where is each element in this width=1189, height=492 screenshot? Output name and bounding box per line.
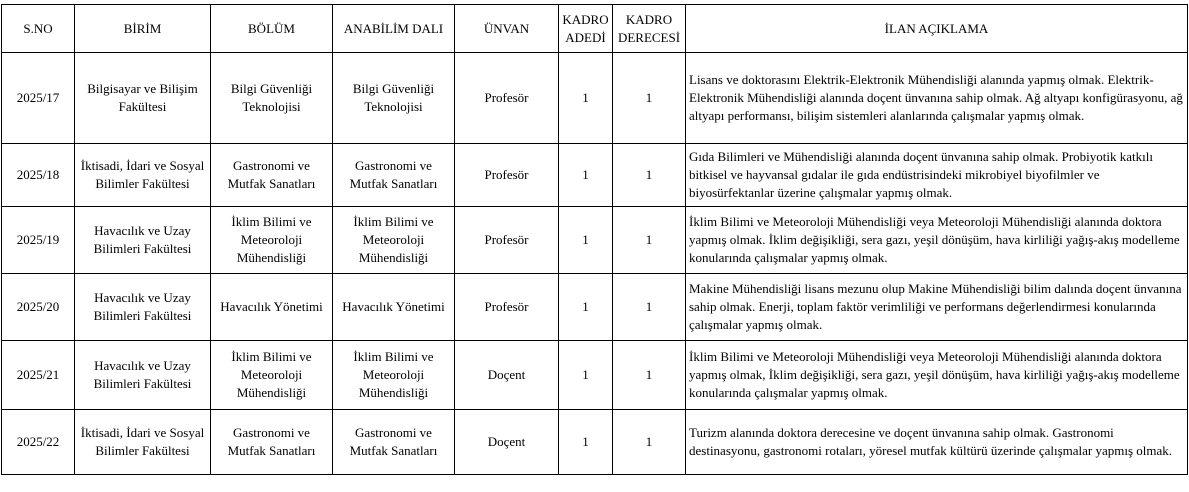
cell-kadro-adedi: 1 [559, 53, 613, 144]
cell-anabilim-dali: İklim Bilimi ve Meteoroloji Mühendisliği [333, 341, 455, 410]
cell-unvan: Profesör [455, 144, 559, 207]
cell-kadro-derecesi: 1 [613, 207, 686, 274]
cell-kadro-adedi: 1 [559, 341, 613, 410]
cell-birim: Havacılık ve Uzay Bilimleri Fakültesi [75, 274, 211, 341]
cell-kadro-derecesi: 1 [613, 341, 686, 410]
cell-birim: Havacılık ve Uzay Bilimleri Fakültesi [75, 207, 211, 274]
cell-ilan-aciklama: İklim Bilimi ve Meteoroloji Mühendisliği veya Meteoroloji Mühendisliği alanında doktora yapmış olmak, İklim değişikliği, sera gazı, yeşil dönüşüm, hava kirliliği yağış-akış modelleme konularında çalışmalar yapmış olmak. [686, 341, 1188, 410]
header-unvan: ÜNVAN [455, 5, 559, 53]
cell-sno: 2025/18 [2, 144, 75, 207]
cell-sno: 2025/22 [2, 410, 75, 475]
table-row [2, 144, 1188, 207]
cell-bolum: Gastronomi ve Mutfak Sanatları [211, 144, 333, 207]
header-bolum: BÖLÜM [211, 5, 333, 53]
table-row [2, 274, 1188, 341]
table-row [2, 410, 1188, 475]
cell-ilan-aciklama: Lisans ve doktorasını Elektrik-Elektronik Mühendisliği alanında yapmış olmak. Elektrik-Elektronik Mühendisliği alanında doçent ünvanına sahip olmak. Ağ altyapı konfigürasyonu, ağ altyapı performansı, bilişim sistemleri alanlarında çalışmalar yapmış olmak. [686, 53, 1188, 144]
cell-ilan-aciklama: Makine Mühendisliği lisans mezunu olup Makine Mühendisliği bilim dalında doçent ünvanına sahip olmak. Enerji, toplam faktör verimliliği ve performans değerlendirmesi konularında çalışmalar yapmış olmak. [686, 274, 1188, 341]
cell-sno: 2025/19 [2, 207, 75, 274]
cell-birim: Havacılık ve Uzay Bilimleri Fakültesi [75, 341, 211, 410]
cell-kadro-adedi: 1 [559, 410, 613, 475]
cell-unvan: Profesör [455, 207, 559, 274]
cell-kadro-derecesi: 1 [613, 144, 686, 207]
cell-ilan-aciklama: İklim Bilimi ve Meteoroloji Mühendisliği veya Meteoroloji Mühendisliği alanında doktora yapmış olmak. İklim değişikliği, sera gazı, yeşil dönüşüm, hava kirliliği yağış-akış modelleme konularında çalışmalar yapmış olmak. [686, 207, 1188, 274]
table-row [2, 53, 1188, 144]
cell-unvan: Profesör [455, 274, 559, 341]
cell-anabilim-dali: İklim Bilimi ve Meteoroloji Mühendisliği [333, 207, 455, 274]
cell-unvan: Doçent [455, 341, 559, 410]
cell-birim: İktisadi, İdari ve Sosyal Bilimler Fakültesi [75, 410, 211, 475]
cell-bolum: Gastronomi ve Mutfak Sanatları [211, 410, 333, 475]
cell-bolum: İklim Bilimi ve Meteoroloji Mühendisliği [211, 207, 333, 274]
cell-sno: 2025/17 [2, 53, 75, 144]
header-kadro-derecesi: KADRO DERECESİ [613, 5, 686, 53]
table-row [2, 341, 1188, 410]
header-sno: S.NO [2, 5, 75, 53]
cell-bolum: Havacılık Yönetimi [211, 274, 333, 341]
cell-birim: Bilgisayar ve Bilişim Fakültesi [75, 53, 211, 144]
announcement-table [1, 4, 1188, 475]
table-row [2, 207, 1188, 274]
cell-kadro-adedi: 1 [559, 274, 613, 341]
cell-unvan: Profesör [455, 53, 559, 144]
cell-kadro-derecesi: 1 [613, 274, 686, 341]
cell-kadro-adedi: 1 [559, 207, 613, 274]
cell-ilan-aciklama: Turizm alanında doktora derecesine ve doçent ünvanına sahip olmak. Gastronomi destinasyonu, gastronomi rotaları, yöresel mutfak kültürü üzerinde çalışmalar yapmış olmak. [686, 410, 1188, 475]
cell-kadro-derecesi: 1 [613, 53, 686, 144]
header-row [2, 5, 1188, 53]
cell-anabilim-dali: Gastronomi ve Mutfak Sanatları [333, 144, 455, 207]
cell-kadro-derecesi: 1 [613, 410, 686, 475]
cell-bolum: Bilgi Güvenliği Teknolojisi [211, 53, 333, 144]
cell-unvan: Doçent [455, 410, 559, 475]
cell-sno: 2025/20 [2, 274, 75, 341]
cell-sno: 2025/21 [2, 341, 75, 410]
cell-kadro-adedi: 1 [559, 144, 613, 207]
cell-ilan-aciklama: Gıda Bilimleri ve Mühendisliği alanında doçent ünvanına sahip olmak. Probiyotik katkılı bitkisel ve hayvansal gıdalar ile gıda endüstrisindeki mikrobiyel biyofilmler ve biyosürfektanlar üzerine çalışmalar yapmış olmak. [686, 144, 1188, 207]
header-ilan-aciklama: İLAN AÇIKLAMA [686, 5, 1188, 53]
cell-bolum: İklim Bilimi ve Meteoroloji Mühendisliği [211, 341, 333, 410]
cell-anabilim-dali: Bilgi Güvenliği Teknolojisi [333, 53, 455, 144]
cell-anabilim-dali: Gastronomi ve Mutfak Sanatları [333, 410, 455, 475]
cell-anabilim-dali: Havacılık Yönetimi [333, 274, 455, 341]
header-kadro-adedi: KADRO ADEDİ [559, 5, 613, 53]
cell-birim: İktisadi, İdari ve Sosyal Bilimler Fakültesi [75, 144, 211, 207]
header-anabilim-dali: ANABİLİM DALI [333, 5, 455, 53]
header-birim: BİRİM [75, 5, 211, 53]
